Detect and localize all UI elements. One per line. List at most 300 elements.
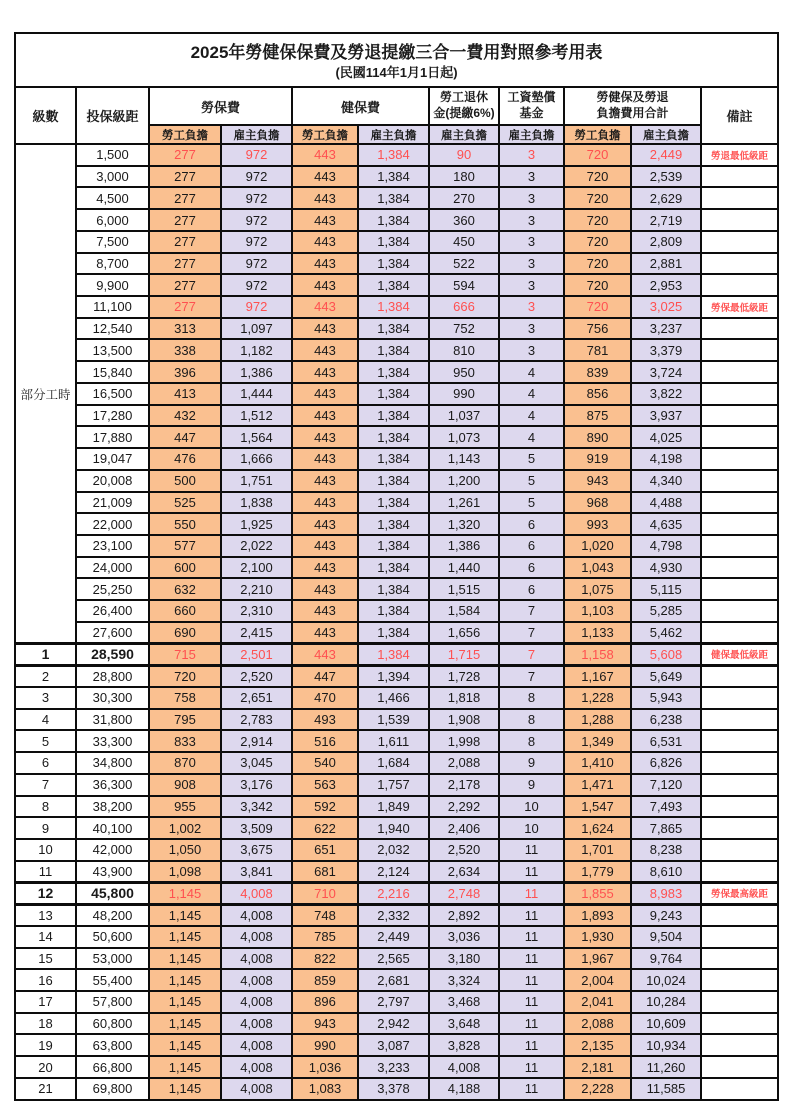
labor-fee-employer-cell: 4,008	[221, 1056, 292, 1078]
remark-cell	[701, 796, 778, 818]
bracket-cell: 57,800	[76, 991, 149, 1013]
total-employer-cell: 2,629	[631, 187, 701, 209]
table-row	[15, 187, 778, 209]
level-cell: 11	[15, 861, 76, 883]
table-row	[15, 1034, 778, 1056]
bracket-cell: 20,008	[76, 470, 149, 492]
total-employer-cell: 6,826	[631, 752, 701, 774]
total-employee-cell: 1,228	[564, 687, 631, 709]
pension-employer-cell: 522	[429, 253, 499, 275]
total-employee-cell: 720	[564, 209, 631, 231]
total-employee-cell: 720	[564, 187, 631, 209]
pension-employer-cell: 1,200	[429, 470, 499, 492]
labor-fee-employee-cell: 550	[149, 513, 221, 535]
header-pension-line1: 勞工退休	[439, 90, 488, 105]
labor-fee-employee-cell: 870	[149, 752, 221, 774]
health-fee-employee-cell: 990	[292, 1034, 358, 1056]
level-cell: 19	[15, 1034, 76, 1056]
header-row-group	[15, 87, 778, 106]
level-cell: 2	[15, 665, 76, 687]
health-fee-employee-cell: 563	[292, 774, 358, 796]
table-row	[15, 492, 778, 514]
table-row	[15, 926, 778, 948]
bracket-cell: 24,000	[76, 557, 149, 579]
subheader-pension-employer: 雇主負擔	[429, 125, 499, 144]
header-total-line1: 勞健保及勞退	[596, 90, 669, 105]
total-employer-cell: 3,937	[631, 405, 701, 427]
wage-fund-employer-cell: 4	[499, 405, 564, 427]
health-fee-employee-cell: 443	[292, 513, 358, 535]
health-fee-employee-cell: 443	[292, 578, 358, 600]
bracket-cell: 27,600	[76, 622, 149, 644]
table-row	[15, 969, 778, 991]
labor-fee-employer-cell: 4,008	[221, 882, 292, 904]
pension-employer-cell: 666	[429, 296, 499, 318]
labor-fee-employee-cell: 338	[149, 339, 221, 361]
wage-fund-employer-cell: 3	[499, 339, 564, 361]
total-employer-cell: 5,649	[631, 665, 701, 687]
health-fee-employee-cell: 622	[292, 817, 358, 839]
bracket-cell: 9,900	[76, 274, 149, 296]
bracket-cell: 28,590	[76, 644, 149, 666]
total-employer-cell: 4,798	[631, 535, 701, 557]
labor-fee-employee-cell: 833	[149, 730, 221, 752]
remark-cell	[701, 948, 778, 970]
wage-fund-employer-cell: 3	[499, 144, 564, 166]
table-row	[15, 1013, 778, 1035]
total-employee-cell: 1,547	[564, 796, 631, 818]
wage-fund-employer-cell: 5	[499, 448, 564, 470]
health-fee-employer-cell: 1,384	[358, 557, 429, 579]
total-employee-cell: 1,779	[564, 861, 631, 883]
table-row	[15, 1078, 778, 1100]
remark-cell: 勞退最低級距	[701, 144, 778, 166]
wage-fund-employer-cell: 11	[499, 948, 564, 970]
total-employee-cell: 1,471	[564, 774, 631, 796]
table-row	[15, 817, 778, 839]
total-employer-cell: 3,379	[631, 339, 701, 361]
pension-employer-cell: 3,648	[429, 1013, 499, 1035]
table-row	[15, 774, 778, 796]
pension-employer-cell: 4,188	[429, 1078, 499, 1100]
pension-employer-cell: 1,656	[429, 622, 499, 644]
wage-fund-employer-cell: 11	[499, 1034, 564, 1056]
wage-fund-employer-cell: 11	[499, 926, 564, 948]
subheader-health-employer: 雇主負擔	[358, 125, 429, 144]
labor-fee-employee-cell: 396	[149, 361, 221, 383]
total-employer-cell: 4,930	[631, 557, 701, 579]
total-employee-cell: 1,930	[564, 926, 631, 948]
health-fee-employee-cell: 470	[292, 687, 358, 709]
wage-fund-employer-cell: 4	[499, 383, 564, 405]
pension-employer-cell: 2,292	[429, 796, 499, 818]
labor-fee-employee-cell: 277	[149, 231, 221, 253]
table-row	[15, 426, 778, 448]
wage-fund-employer-cell: 7	[499, 665, 564, 687]
pension-employer-cell: 2,406	[429, 817, 499, 839]
total-employer-cell: 8,983	[631, 882, 701, 904]
table-row	[15, 752, 778, 774]
health-fee-employer-cell: 1,384	[358, 426, 429, 448]
health-fee-employer-cell: 1,384	[358, 405, 429, 427]
pension-employer-cell: 1,440	[429, 557, 499, 579]
total-employee-cell: 2,228	[564, 1078, 631, 1100]
health-fee-employee-cell: 443	[292, 405, 358, 427]
pension-employer-cell: 1,715	[429, 644, 499, 666]
header-wage-fund	[499, 87, 564, 125]
subheader-labor-employer: 雇主負擔	[221, 125, 292, 144]
total-employee-cell: 2,088	[564, 1013, 631, 1035]
health-fee-employee-cell: 443	[292, 166, 358, 188]
total-employee-cell: 1,410	[564, 752, 631, 774]
table-row	[15, 948, 778, 970]
labor-fee-employer-cell: 4,008	[221, 1034, 292, 1056]
labor-fee-employer-cell: 3,045	[221, 752, 292, 774]
labor-fee-employee-cell: 447	[149, 426, 221, 448]
wage-fund-employer-cell: 4	[499, 361, 564, 383]
labor-fee-employee-cell: 277	[149, 166, 221, 188]
health-fee-employer-cell: 2,449	[358, 926, 429, 948]
total-employer-cell: 10,024	[631, 969, 701, 991]
table-row	[15, 730, 778, 752]
total-employer-cell: 10,284	[631, 991, 701, 1013]
bracket-cell: 8,700	[76, 253, 149, 275]
bracket-cell: 25,250	[76, 578, 149, 600]
pension-employer-cell: 950	[429, 361, 499, 383]
pension-employer-cell: 3,468	[429, 991, 499, 1013]
pension-employer-cell: 360	[429, 209, 499, 231]
total-employer-cell: 2,539	[631, 166, 701, 188]
labor-fee-employer-cell: 3,176	[221, 774, 292, 796]
total-employer-cell: 4,198	[631, 448, 701, 470]
remark-cell	[701, 969, 778, 991]
health-fee-employee-cell: 443	[292, 535, 358, 557]
wage-fund-employer-cell: 11	[499, 861, 564, 883]
health-fee-employer-cell: 1,384	[358, 470, 429, 492]
remark-cell	[701, 665, 778, 687]
labor-fee-employer-cell: 2,415	[221, 622, 292, 644]
level-cell: 6	[15, 752, 76, 774]
pension-employer-cell: 1,584	[429, 600, 499, 622]
level-cell: 7	[15, 774, 76, 796]
health-fee-employee-cell: 443	[292, 383, 358, 405]
bracket-cell: 38,200	[76, 796, 149, 818]
labor-fee-employer-cell: 1,444	[221, 383, 292, 405]
table-row	[15, 383, 778, 405]
total-employer-cell: 7,865	[631, 817, 701, 839]
pension-employer-cell: 3,036	[429, 926, 499, 948]
total-employer-cell: 5,285	[631, 600, 701, 622]
wage-fund-employer-cell: 6	[499, 535, 564, 557]
health-fee-employee-cell: 443	[292, 296, 358, 318]
bracket-cell: 42,000	[76, 839, 149, 861]
pension-employer-cell: 1,728	[429, 665, 499, 687]
remark-cell	[701, 187, 778, 209]
health-fee-employee-cell: 443	[292, 209, 358, 231]
health-fee-employee-cell: 681	[292, 861, 358, 883]
wage-fund-employer-cell: 11	[499, 1056, 564, 1078]
labor-fee-employee-cell: 577	[149, 535, 221, 557]
wage-fund-employer-cell: 9	[499, 774, 564, 796]
labor-fee-employee-cell: 795	[149, 709, 221, 731]
labor-fee-employer-cell: 1,666	[221, 448, 292, 470]
remark-cell	[701, 253, 778, 275]
health-fee-employer-cell: 1,940	[358, 817, 429, 839]
bracket-cell: 13,500	[76, 339, 149, 361]
wage-fund-employer-cell: 11	[499, 1013, 564, 1035]
wage-fund-employer-cell: 5	[499, 470, 564, 492]
table-row	[15, 144, 778, 166]
total-employee-cell: 968	[564, 492, 631, 514]
remark-cell	[701, 1056, 778, 1078]
labor-fee-employer-cell: 3,509	[221, 817, 292, 839]
remark-cell	[701, 383, 778, 405]
health-fee-employee-cell: 710	[292, 882, 358, 904]
total-employee-cell: 1,349	[564, 730, 631, 752]
labor-fee-employee-cell: 413	[149, 383, 221, 405]
pension-employer-cell: 990	[429, 383, 499, 405]
health-fee-employer-cell: 1,849	[358, 796, 429, 818]
wage-fund-employer-cell: 3	[499, 318, 564, 340]
remark-cell	[701, 622, 778, 644]
total-employer-cell: 7,120	[631, 774, 701, 796]
wage-fund-employer-cell: 11	[499, 839, 564, 861]
bracket-cell: 50,600	[76, 926, 149, 948]
labor-fee-employee-cell: 525	[149, 492, 221, 514]
total-employee-cell: 720	[564, 231, 631, 253]
remark-cell	[701, 448, 778, 470]
health-fee-employee-cell: 748	[292, 904, 358, 926]
header-level: 級數	[15, 87, 76, 144]
labor-fee-employer-cell: 972	[221, 187, 292, 209]
total-employee-cell: 1,701	[564, 839, 631, 861]
labor-fee-employee-cell: 1,050	[149, 839, 221, 861]
health-fee-employer-cell: 1,611	[358, 730, 429, 752]
table-row	[15, 274, 778, 296]
bracket-cell: 34,800	[76, 752, 149, 774]
total-employer-cell: 3,822	[631, 383, 701, 405]
health-fee-employer-cell: 1,757	[358, 774, 429, 796]
health-fee-employee-cell: 943	[292, 1013, 358, 1035]
health-fee-employer-cell: 1,384	[358, 166, 429, 188]
table-row	[15, 361, 778, 383]
remark-cell	[701, 861, 778, 883]
labor-fee-employee-cell: 313	[149, 318, 221, 340]
labor-fee-employee-cell: 600	[149, 557, 221, 579]
health-fee-employee-cell: 443	[292, 231, 358, 253]
total-employer-cell: 6,238	[631, 709, 701, 731]
header-wage-fund-line1: 工資墊償	[507, 90, 556, 105]
level-cell: 8	[15, 796, 76, 818]
labor-fee-employee-cell: 1,145	[149, 948, 221, 970]
header-pension	[429, 87, 499, 125]
wage-fund-employer-cell: 3	[499, 253, 564, 275]
total-employer-cell: 5,943	[631, 687, 701, 709]
labor-fee-employee-cell: 277	[149, 209, 221, 231]
total-employee-cell: 2,181	[564, 1056, 631, 1078]
bracket-cell: 6,000	[76, 209, 149, 231]
table-row	[15, 861, 778, 883]
wage-fund-employer-cell: 11	[499, 969, 564, 991]
pension-employer-cell: 752	[429, 318, 499, 340]
labor-fee-employer-cell: 2,100	[221, 557, 292, 579]
remark-cell	[701, 730, 778, 752]
header-labor-insurance: 勞保費	[149, 87, 292, 125]
labor-fee-employer-cell: 2,651	[221, 687, 292, 709]
health-fee-employee-cell: 540	[292, 752, 358, 774]
pension-employer-cell: 1,143	[429, 448, 499, 470]
wage-fund-employer-cell: 4	[499, 426, 564, 448]
health-fee-employee-cell: 859	[292, 969, 358, 991]
header-pension-line2: 金(提繳6%)	[433, 106, 495, 120]
bracket-cell: 4,500	[76, 187, 149, 209]
total-employee-cell: 781	[564, 339, 631, 361]
wage-fund-employer-cell: 8	[499, 709, 564, 731]
header-wage-fund-line2: 基金	[519, 106, 544, 120]
pension-employer-cell: 594	[429, 274, 499, 296]
remark-cell	[701, 557, 778, 579]
title-row	[15, 33, 778, 87]
header-bracket: 投保級距	[76, 87, 149, 144]
table-row	[15, 339, 778, 361]
total-employee-cell: 1,624	[564, 817, 631, 839]
health-fee-employer-cell: 1,384	[358, 253, 429, 275]
health-fee-employee-cell: 822	[292, 948, 358, 970]
total-employee-cell: 919	[564, 448, 631, 470]
total-employer-cell: 9,243	[631, 904, 701, 926]
title-cell	[15, 33, 778, 87]
total-employee-cell: 1,043	[564, 557, 631, 579]
labor-fee-employer-cell: 4,008	[221, 904, 292, 926]
health-fee-employer-cell: 3,087	[358, 1034, 429, 1056]
labor-fee-employer-cell: 4,008	[221, 926, 292, 948]
health-fee-employee-cell: 1,083	[292, 1078, 358, 1100]
labor-fee-employee-cell: 715	[149, 644, 221, 666]
labor-fee-employer-cell: 972	[221, 274, 292, 296]
bracket-cell: 60,800	[76, 1013, 149, 1035]
remark-cell	[701, 231, 778, 253]
total-employer-cell: 7,493	[631, 796, 701, 818]
level-cell: 10	[15, 839, 76, 861]
remark-cell	[701, 492, 778, 514]
table-row	[15, 535, 778, 557]
total-employer-cell: 4,025	[631, 426, 701, 448]
labor-fee-employee-cell: 432	[149, 405, 221, 427]
remark-cell	[701, 1013, 778, 1035]
remark-cell	[701, 1078, 778, 1100]
remark-cell	[701, 709, 778, 731]
health-fee-employee-cell: 785	[292, 926, 358, 948]
table-row	[15, 470, 778, 492]
table-row	[15, 296, 778, 318]
total-employee-cell: 856	[564, 383, 631, 405]
bracket-cell: 26,400	[76, 600, 149, 622]
health-fee-employee-cell: 493	[292, 709, 358, 731]
labor-fee-employer-cell: 2,210	[221, 578, 292, 600]
total-employee-cell: 720	[564, 166, 631, 188]
table-row	[15, 1056, 778, 1078]
table-row	[15, 405, 778, 427]
pension-employer-cell: 1,261	[429, 492, 499, 514]
health-fee-employer-cell: 1,384	[358, 492, 429, 514]
total-employee-cell: 720	[564, 144, 631, 166]
health-fee-employee-cell: 447	[292, 665, 358, 687]
pension-employer-cell: 810	[429, 339, 499, 361]
level-cell: 14	[15, 926, 76, 948]
bracket-cell: 48,200	[76, 904, 149, 926]
level-cell: 21	[15, 1078, 76, 1100]
total-employer-cell: 10,609	[631, 1013, 701, 1035]
pension-employer-cell: 4,008	[429, 1056, 499, 1078]
bracket-cell: 11,100	[76, 296, 149, 318]
total-employee-cell: 1,075	[564, 578, 631, 600]
labor-fee-employer-cell: 972	[221, 296, 292, 318]
remark-cell	[701, 166, 778, 188]
total-employer-cell: 5,115	[631, 578, 701, 600]
health-fee-employer-cell: 1,684	[358, 752, 429, 774]
pension-employer-cell: 2,520	[429, 839, 499, 861]
premium-reference-sheet	[14, 32, 779, 1101]
health-fee-employer-cell: 1,384	[358, 318, 429, 340]
labor-fee-employee-cell: 632	[149, 578, 221, 600]
remark-cell	[701, 426, 778, 448]
remark-cell	[701, 926, 778, 948]
health-fee-employee-cell: 443	[292, 144, 358, 166]
labor-fee-employer-cell: 1,386	[221, 361, 292, 383]
premium-table-body	[15, 144, 778, 1100]
health-fee-employer-cell: 1,384	[358, 600, 429, 622]
header-total-line2: 負擔費用合計	[596, 106, 669, 120]
level-cell: 12	[15, 882, 76, 904]
health-fee-employer-cell: 1,466	[358, 687, 429, 709]
total-employee-cell: 1,893	[564, 904, 631, 926]
total-employee-cell: 890	[564, 426, 631, 448]
remark-cell	[701, 209, 778, 231]
labor-fee-employee-cell: 476	[149, 448, 221, 470]
subheader-labor-employee: 勞工負擔	[149, 125, 221, 144]
header-remark: 備註	[701, 87, 778, 144]
pension-employer-cell: 3,324	[429, 969, 499, 991]
labor-fee-employee-cell: 690	[149, 622, 221, 644]
pension-employer-cell: 180	[429, 166, 499, 188]
level-cell: 15	[15, 948, 76, 970]
health-fee-employee-cell: 443	[292, 644, 358, 666]
table-row	[15, 318, 778, 340]
labor-fee-employee-cell: 277	[149, 274, 221, 296]
health-fee-employer-cell: 1,384	[358, 209, 429, 231]
subheader-total-employee: 勞工負擔	[564, 125, 631, 144]
health-fee-employer-cell: 1,384	[358, 448, 429, 470]
wage-fund-employer-cell: 11	[499, 904, 564, 926]
remark-cell	[701, 991, 778, 1013]
remark-cell	[701, 513, 778, 535]
labor-fee-employer-cell: 4,008	[221, 948, 292, 970]
bracket-cell: 1,500	[76, 144, 149, 166]
total-employee-cell: 839	[564, 361, 631, 383]
pension-employer-cell: 3,828	[429, 1034, 499, 1056]
total-employer-cell: 8,238	[631, 839, 701, 861]
health-fee-employer-cell: 2,797	[358, 991, 429, 1013]
labor-fee-employer-cell: 972	[221, 166, 292, 188]
total-employer-cell: 2,953	[631, 274, 701, 296]
bracket-cell: 53,000	[76, 948, 149, 970]
total-employee-cell: 1,288	[564, 709, 631, 731]
total-employer-cell: 5,462	[631, 622, 701, 644]
total-employee-cell: 1,967	[564, 948, 631, 970]
labor-fee-employee-cell: 720	[149, 665, 221, 687]
bracket-cell: 63,800	[76, 1034, 149, 1056]
subheader-wage-fund-employer: 雇主負擔	[499, 125, 564, 144]
